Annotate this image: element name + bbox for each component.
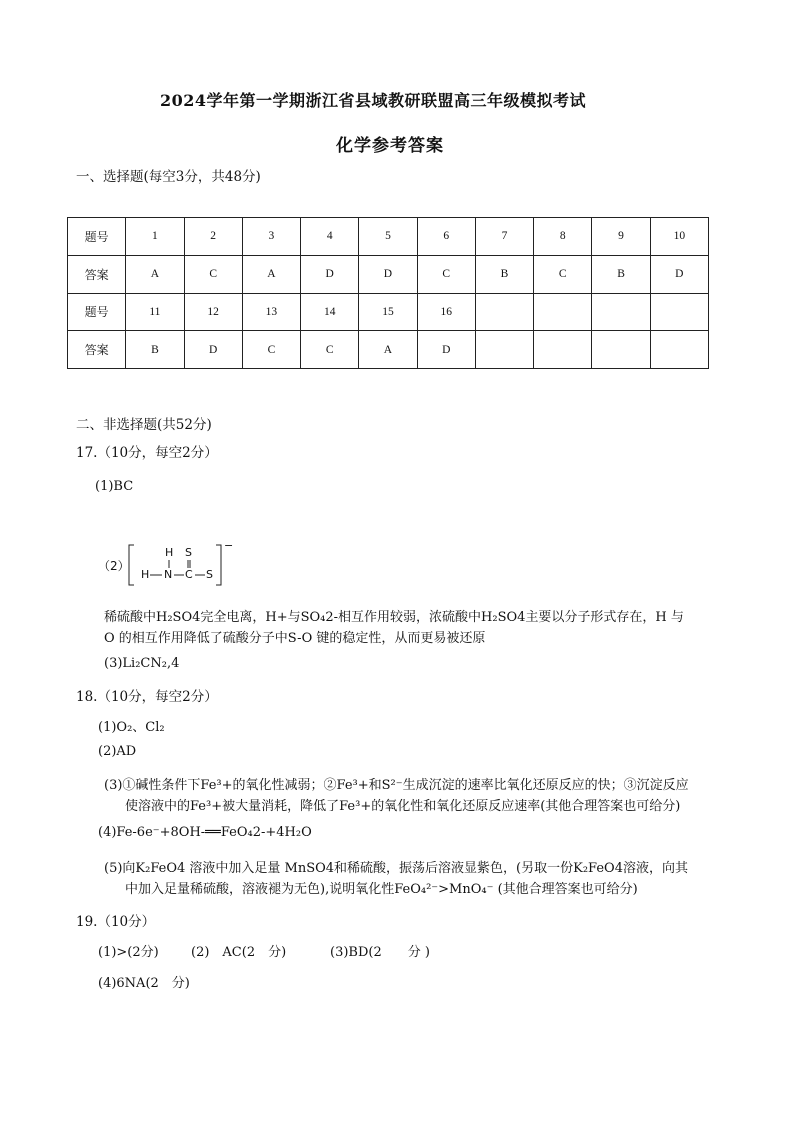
- answer-cell: D: [359, 255, 417, 293]
- q17-heading: 17.（10分，每空2分）: [76, 445, 218, 461]
- atom-n: N: [164, 568, 173, 581]
- empty-cell: [592, 331, 650, 369]
- section2-heading: 二、非选择题(共52分): [76, 417, 212, 433]
- answer-cell: C: [417, 255, 475, 293]
- q18-answer-3-line1: (3)①碱性条件下Fe³+的氧化性减弱；②Fe³+和S²⁻生成沉淀的速率比氧化还原反应的快；③沉淀反应: [104, 778, 689, 793]
- atom-s-top: S: [185, 546, 192, 559]
- answer-cell: A: [242, 255, 300, 293]
- question-number: 14: [301, 293, 359, 331]
- table-row: [68, 331, 709, 369]
- atom-h-top: H: [165, 546, 174, 559]
- answer-cell: D: [184, 331, 242, 369]
- row-label: 题号: [68, 293, 126, 331]
- q18-answer-5-line2: 中加入足量稀硫酸，溶液褪为无色),说明氧化性FeO₄²⁻>MnO₄⁻ (其他合理答案也可给分): [125, 882, 638, 897]
- q19-answer-2: (2) AC(2 分): [191, 945, 287, 960]
- answer-cell: A: [126, 255, 184, 293]
- empty-cell: [650, 331, 708, 369]
- question-number: 11: [126, 293, 184, 331]
- answer-cell: D: [417, 331, 475, 369]
- empty-cell: [592, 293, 650, 331]
- empty-cell: [650, 293, 708, 331]
- q17-answer-3: (3)Li₂CN₂,4: [104, 656, 180, 671]
- row-label: 答案: [68, 255, 126, 293]
- q18-answer-4: (4)Fe-6e⁻+8OH-══FeO₄2-+4H₂O: [98, 825, 312, 840]
- answer-cell: D: [301, 255, 359, 293]
- section1-heading: 一、选择题(每空3分，共48分): [76, 169, 261, 185]
- question-number: 10: [650, 218, 708, 256]
- answer-cell: B: [475, 255, 533, 293]
- atom-s-right: S: [206, 568, 213, 581]
- question-number: 6: [417, 218, 475, 256]
- q17-explanation-line2: O 的相互作用降低了硫酸分子中S-O 键的稳定性，从而更易被还原: [104, 631, 486, 646]
- question-number: 12: [184, 293, 242, 331]
- charge-sign: −: [224, 539, 234, 552]
- q17-explanation-line1: 稀硫酸中H₂SO4完全电离，H+与SO₄2-相互作用较弱，浓硫酸中H₂SO4主要以分子形式存在，H 与: [104, 610, 684, 625]
- answer-cell: C: [301, 331, 359, 369]
- row-label: 题号: [68, 218, 126, 256]
- page-subtitle: 化学参考答案: [336, 136, 444, 156]
- q19-heading: 19.（10分）: [76, 914, 156, 930]
- empty-cell: [475, 293, 533, 331]
- q18-answer-2: (2)AD: [98, 744, 137, 759]
- atom-c: C: [185, 568, 193, 581]
- q17-answer-1: (1)BC: [95, 479, 134, 494]
- q18-answer-1: (1)O₂、Cl₂: [98, 720, 165, 735]
- q18-heading: 18.（10分，每空2分）: [76, 689, 218, 705]
- question-number: 8: [534, 218, 592, 256]
- question-number: 1: [126, 218, 184, 256]
- question-number: 16: [417, 293, 475, 331]
- q19-answer-3: (3)BD(2 分 ): [330, 945, 430, 960]
- empty-cell: [534, 293, 592, 331]
- question-number: 4: [301, 218, 359, 256]
- answer-cell: C: [184, 255, 242, 293]
- question-number: 15: [359, 293, 417, 331]
- q19-answer-4: (4)6NA(2 分): [98, 976, 190, 991]
- table-row: [68, 293, 709, 331]
- question-number: 2: [184, 218, 242, 256]
- question-number: 9: [592, 218, 650, 256]
- page-title: 2024学年第一学期浙江省县域教研联盟高三年级模拟考试: [160, 91, 587, 110]
- q18-answer-3-line2: 使溶液中的Fe³+被大量消耗，降低了Fe³+的氧化性和氧化还原反应速率(其他合理答案也可给分): [125, 799, 681, 814]
- q18-answer-5-line1: (5)向K₂FeO4 溶液中加入足量 MnSO4和稀硫酸，振荡后溶液显紫色，(另取一份K₂FeO4溶液，向其: [104, 861, 688, 876]
- answer-table: [67, 217, 709, 369]
- answer-cell: A: [359, 331, 417, 369]
- q19-answer-1: (1)>(2分): [98, 945, 159, 960]
- row-label: 答案: [68, 331, 126, 369]
- answer-cell: C: [534, 255, 592, 293]
- answer-cell: B: [126, 331, 184, 369]
- q17-answer-2-label: （2）: [98, 559, 130, 573]
- empty-cell: [534, 331, 592, 369]
- atom-h-left: H: [141, 568, 150, 581]
- question-number: 13: [242, 293, 300, 331]
- question-number: 5: [359, 218, 417, 256]
- answer-cell: D: [650, 255, 708, 293]
- question-number: 7: [475, 218, 533, 256]
- lewis-structure: [98, 539, 238, 589]
- table-row: [68, 255, 709, 293]
- answer-cell: C: [242, 331, 300, 369]
- question-number: 3: [242, 218, 300, 256]
- table-row: [68, 218, 709, 256]
- answer-cell: B: [592, 255, 650, 293]
- empty-cell: [475, 331, 533, 369]
